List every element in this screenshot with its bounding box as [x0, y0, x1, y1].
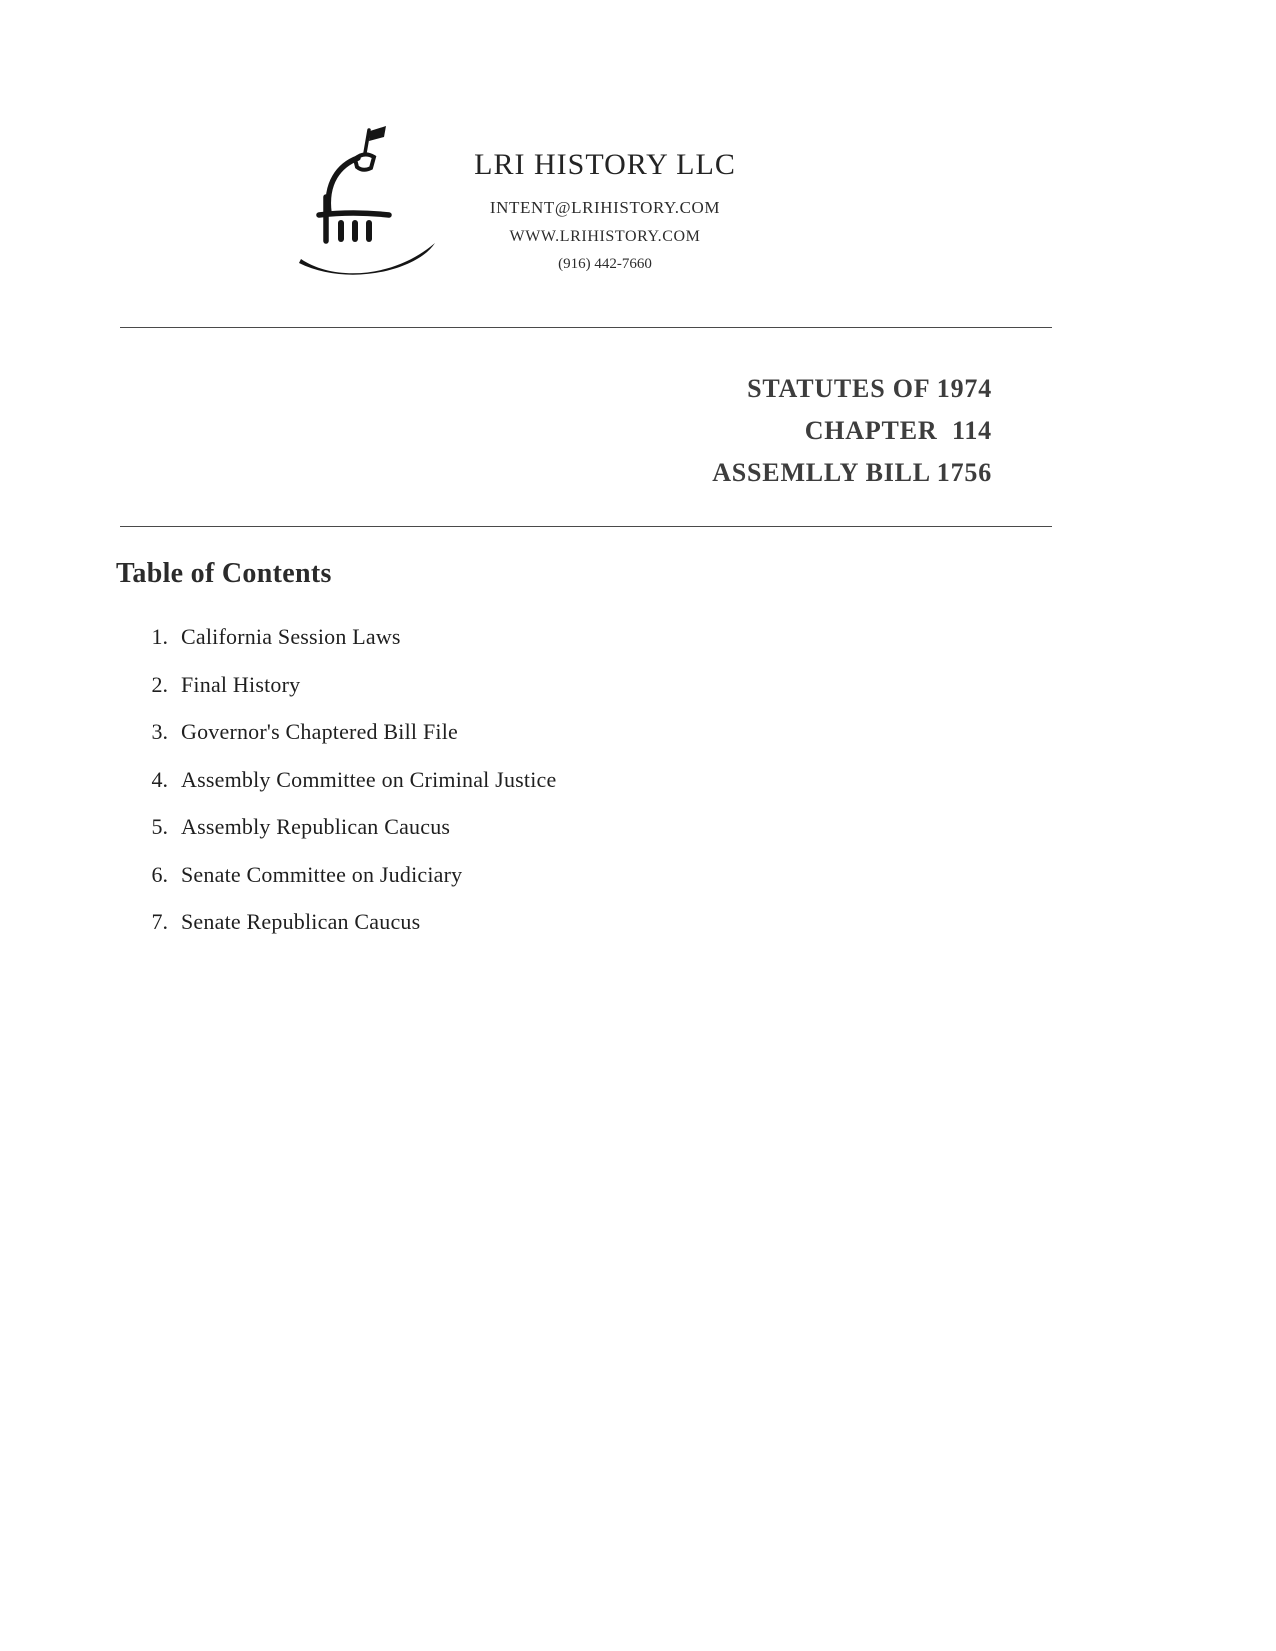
company-website: WWW.LRIHISTORY.COM: [509, 228, 701, 245]
toc-item: [140, 767, 556, 815]
toc-item-number: 7.: [151, 909, 168, 934]
toc-item-label: Assembly Republican Caucus: [181, 814, 451, 839]
letterhead-contact: [455, 148, 755, 273]
statute-year-line: STATUTES OF 1974: [747, 374, 992, 403]
toc-item-number: 2.: [151, 671, 168, 697]
toc-item-number: 6.: [151, 861, 168, 887]
capitol-dome-logo-icon: [295, 125, 445, 285]
toc-item-label: California Session Laws: [181, 624, 401, 649]
toc-item-label: Senate Committee on Judiciary: [181, 861, 463, 887]
company-email: INTENT@LRIHISTORY.COM: [489, 198, 721, 217]
toc-item-label: Governor's Chaptered Bill File: [181, 719, 458, 744]
toc-item-number: 3.: [151, 719, 168, 744]
toc-list: [140, 624, 556, 957]
divider-top: [120, 327, 1052, 328]
toc-item: [140, 814, 556, 862]
toc-item-number: 4.: [151, 766, 168, 792]
toc-item-label: Senate Republican Caucus: [181, 909, 421, 934]
toc-item-label: Final History: [181, 671, 301, 697]
statute-chapter-line: CHAPTER 114: [804, 416, 992, 445]
company-phone: (916) 442-7660: [558, 256, 652, 272]
toc-item: [140, 672, 556, 720]
statute-heading-block: [712, 368, 992, 494]
toc-item-number: 1.: [151, 624, 168, 649]
toc-item: [140, 909, 556, 957]
statute-bill-line: ASSEMLLY BILL 1756: [712, 458, 992, 487]
toc-title: Table of Contents: [116, 558, 332, 589]
toc-item-label: Assembly Committee on Criminal Justice: [181, 766, 557, 792]
divider-bottom: [120, 526, 1052, 527]
company-name: LRI HISTORY LLC: [474, 148, 736, 181]
toc-item: [140, 719, 556, 767]
toc-item: [140, 624, 556, 672]
toc-item: [140, 862, 556, 910]
toc-item-number: 5.: [151, 814, 168, 839]
